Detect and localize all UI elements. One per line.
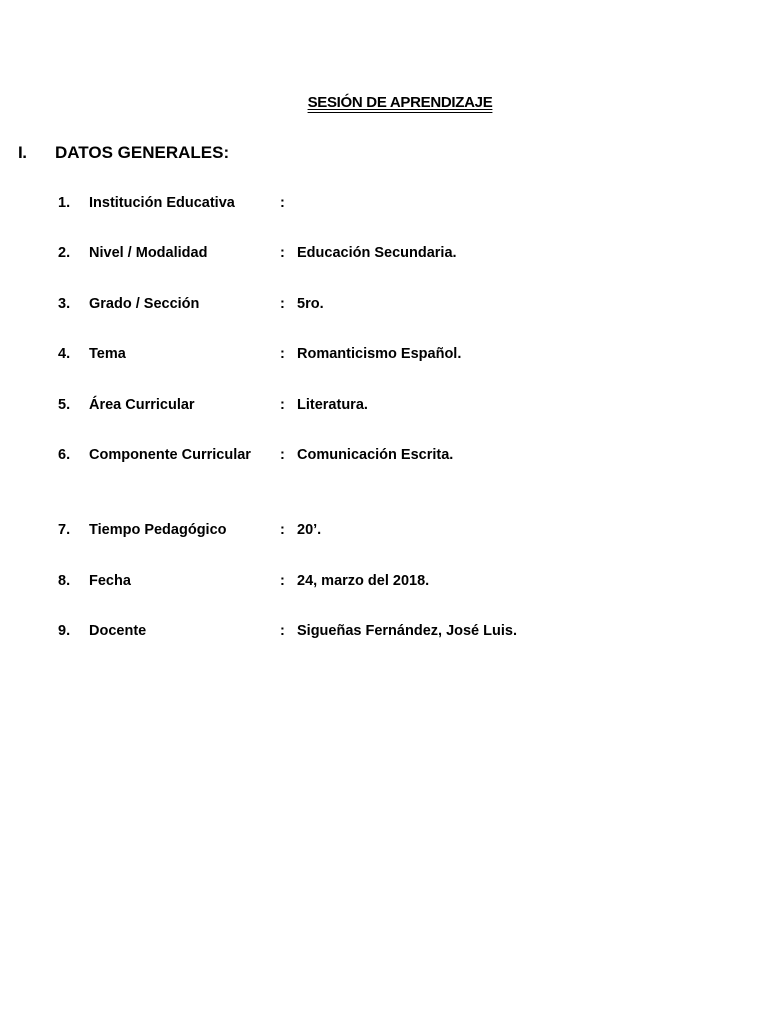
item-colon: : xyxy=(280,447,285,463)
list-item-tema xyxy=(58,344,461,364)
item-colon: : xyxy=(280,623,285,639)
item-value: Sigueñas Fernández, José Luis. xyxy=(297,623,517,639)
item-label: Tema xyxy=(89,346,126,362)
item-number: 9. xyxy=(58,623,71,639)
item-label: Grado / Sección xyxy=(89,296,200,312)
item-value: Comunicación Escrita. xyxy=(297,447,454,463)
item-value: Educación Secundaria. xyxy=(297,245,457,261)
item-number: 7. xyxy=(58,522,71,538)
section-number: I. xyxy=(18,143,27,162)
item-value: 5ro. xyxy=(297,296,324,312)
item-value: 20’. xyxy=(297,522,322,538)
item-value: Romanticismo Español. xyxy=(297,346,462,362)
item-colon: : xyxy=(280,296,285,312)
section-title: DATOS GENERALES: xyxy=(55,143,230,162)
item-label: Institución Educativa xyxy=(89,195,235,211)
item-number: 1. xyxy=(58,195,71,211)
item-value: 24, marzo del 2018. xyxy=(297,573,430,589)
item-label: Tiempo Pedagógico xyxy=(89,522,227,538)
list-item-fecha xyxy=(58,571,429,591)
item-label: Docente xyxy=(89,623,147,639)
list-item-docente xyxy=(58,621,517,641)
list-item-nivel xyxy=(58,243,457,263)
item-label: Área Curricular xyxy=(89,397,195,413)
item-number: 6. xyxy=(58,447,71,463)
item-colon: : xyxy=(280,346,285,362)
item-colon: : xyxy=(280,245,285,261)
item-number: 3. xyxy=(58,296,71,312)
item-colon: : xyxy=(280,195,285,211)
item-label: Fecha xyxy=(89,573,131,589)
item-number: 8. xyxy=(58,573,71,589)
item-label: Componente Curricular xyxy=(89,447,251,463)
document-title: SESIÓN DE APRENDIZAJE xyxy=(307,94,493,111)
list-item-institucion xyxy=(58,193,297,213)
list-item-componente xyxy=(58,445,453,465)
item-number: 2. xyxy=(58,245,71,261)
item-colon: : xyxy=(280,397,285,413)
item-colon: : xyxy=(280,573,285,589)
list-item-tiempo xyxy=(58,520,321,540)
item-number: 4. xyxy=(58,346,71,362)
item-value: Literatura. xyxy=(297,397,368,413)
item-label: Nivel / Modalidad xyxy=(89,245,208,261)
list-item-grado xyxy=(58,294,324,314)
item-number: 5. xyxy=(58,397,71,413)
list-item-area xyxy=(58,395,368,415)
item-colon: : xyxy=(280,522,285,538)
section-heading xyxy=(18,143,229,163)
